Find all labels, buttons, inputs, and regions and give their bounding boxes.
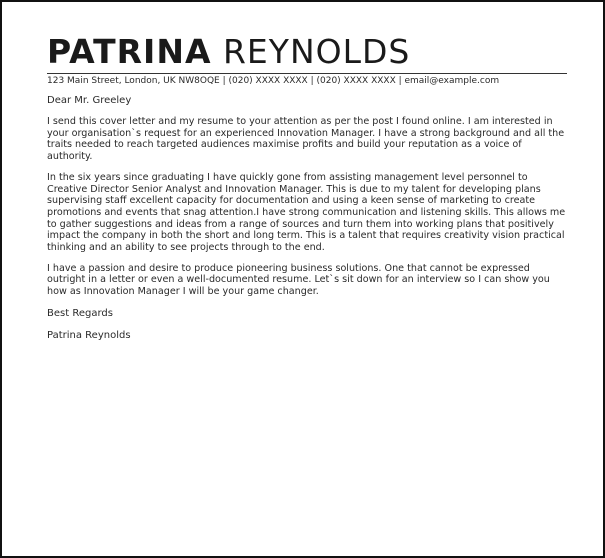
paragraph-closing: I have a passion and desire to produce pioneering business solutions. One that cannot be expressed outright in a letter or even a well-documented resume. Let`s sit down for an interview so I can show you how as Innovation Manager I will be your game changer.	[47, 262, 550, 298]
paragraph-intro: I send this cover letter and my resume to your attention as per the post I found online. I am interested in your organisation`s request for an experienced Innovation Manager. I have a strong background and all the traits needed to reach targeted audiences maximise profits and build your reputation as a voice of authority.	[47, 116, 565, 163]
header-divider	[47, 73, 567, 74]
contact-details: 123 Main Street, London, UK NW8OQE | (020) XXXX XXXX | (020) XXXX XXXX | email@example.com	[47, 76, 500, 86]
letterhead-name	[47, 34, 567, 70]
paragraph-experience: In the six years since graduating I have quickly gone from assisting management level personnel to Creative Director Senior Analyst and Innovation Manager. This is due to my talent for developing plans supervising staff excellent capacity for documentation and using a keen sense of marketing to create promotions and events that snag attention.I have strong communication and listening skills. This allows me to gather suggestions and ideas from a range of sources and turn them into working plans that positively impact the company in both the short and long term. This is a talent that requires creativity vision practical thinking and an ability to see projects through to the end.	[47, 171, 566, 254]
last-name: REYNOLDS	[223, 32, 411, 71]
closing-phrase: Best Regards	[47, 307, 113, 319]
signature-name: Patrina Reynolds	[47, 329, 131, 341]
first-name: PATRINA	[47, 32, 212, 71]
cover-letter	[47, 34, 567, 342]
salutation: Dear Mr. Greeley	[47, 95, 132, 106]
